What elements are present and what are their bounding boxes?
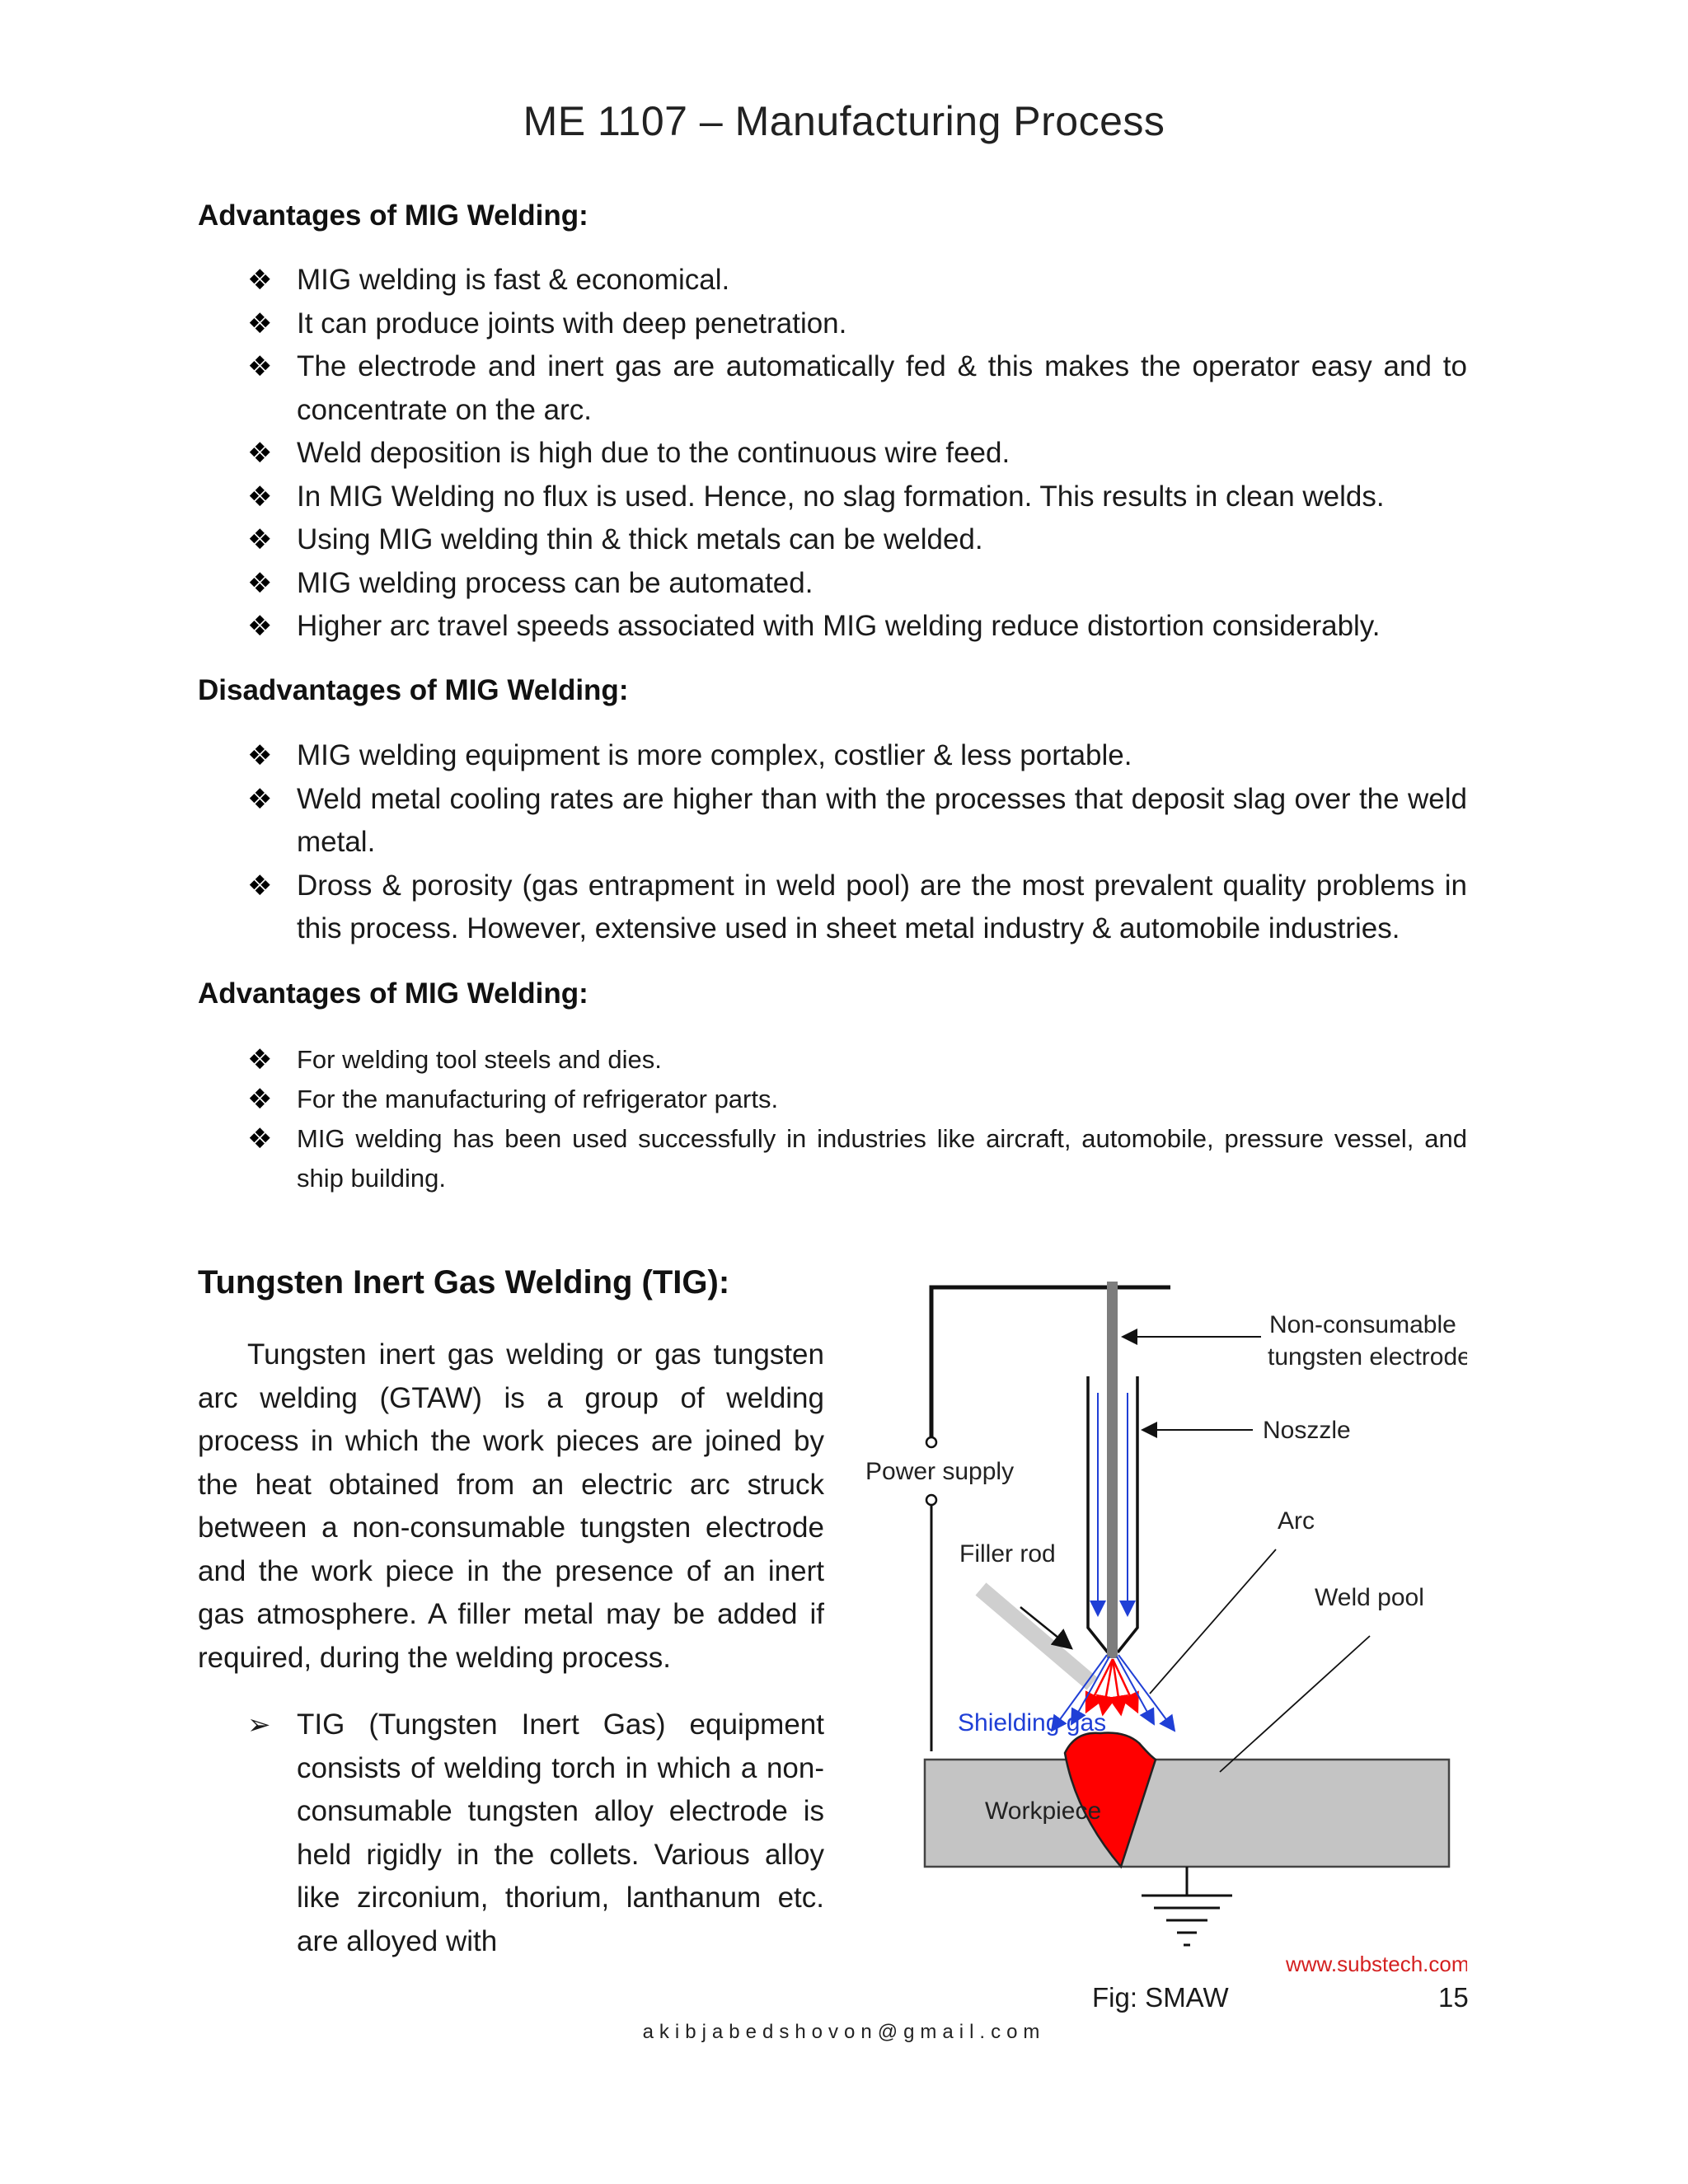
electrode-label-line1: Non-consumable — [1269, 1311, 1456, 1338]
list-item: ❖ It can produce joints with deep penetration. — [247, 302, 1467, 346]
watermark-text: www.substech.com — [1286, 1952, 1467, 1976]
diamond-bullet-icon: ❖ — [247, 351, 273, 382]
arc-label: Arc — [1278, 1507, 1315, 1535]
tig-section-title: Tungsten Inert Gas Welding (TIG): — [198, 1264, 730, 1301]
list-item: ❖ MIG welding equipment is more complex, costlier & less portable. — [247, 734, 1467, 778]
diamond-bullet-icon: ❖ — [247, 783, 273, 815]
footer-email: akibjabedshovon@gmail.com — [642, 2021, 1046, 2043]
applications-list — [247, 1040, 1467, 1198]
tig-equipment-point: ➢ TIG (Tungsten Inert Gas) equipment consists of welding torch in which a non-consumable tungsten alloy electrode is held rigidly in the collets. Various alloy like zirconium, thorium, lanthanum etc. are alloyed with — [247, 1704, 824, 1963]
power-supply-circuit — [926, 1287, 1170, 1751]
arrow-bullet-icon: ➢ — [247, 1709, 271, 1741]
section-heading-advantages: Advantages of MIG Welding: — [198, 199, 588, 232]
diamond-bullet-icon: ❖ — [247, 438, 273, 469]
nozzle-label: Noszzle — [1263, 1417, 1351, 1444]
diamond-bullet-icon: ❖ — [247, 740, 273, 771]
workpiece-label: Workpiece — [985, 1797, 1102, 1825]
tungsten-electrode — [1107, 1282, 1118, 1658]
list-item: ❖ Higher arc travel speeds associated with MIG welding reduce distortion considerably. — [247, 605, 1467, 649]
tig-welding-diagram — [865, 1269, 1467, 1978]
figure-caption: Fig: SMAW — [1092, 1982, 1229, 2013]
list-item: ❖ For the manufacturing of refrigerator parts. — [247, 1080, 1467, 1119]
list-item: ❖ Weld metal cooling rates are higher than with the processes that deposit slag over the weld metal. — [247, 778, 1467, 865]
list-item: ❖ Weld deposition is high due to the continuous wire feed. — [247, 432, 1467, 476]
list-item: ❖ MIG welding is fast & economical. — [247, 259, 1467, 302]
diamond-bullet-icon: ❖ — [247, 611, 273, 642]
diamond-bullet-icon: ❖ — [247, 567, 273, 599]
diamond-bullet-icon: ❖ — [247, 1044, 273, 1076]
section-heading-disadvantages: Disadvantages of MIG Welding: — [198, 674, 629, 706]
page-number: 15 — [1438, 1982, 1469, 2013]
advantages-list — [247, 259, 1467, 649]
diamond-bullet-icon: ❖ — [247, 1084, 273, 1115]
electrode-label-line2: tungsten electrode — [1268, 1343, 1467, 1371]
filler-rod — [981, 1589, 1092, 1684]
diamond-bullet-icon: ❖ — [247, 480, 273, 513]
ground-icon — [1142, 1867, 1232, 1945]
tig-paragraph: Tungsten inert gas welding or gas tungsten arc welding (GTAW) is a group of welding process in which the work pieces are joined by the heat obtained from an electric arc struck between a non-consumable tungsten electrode and the work piece in the presence of an inert gas atmosphere. A filler metal may be added if required, during the welding process. — [198, 1338, 824, 1674]
filler-rod-label: Filler rod — [959, 1540, 1056, 1568]
diamond-bullet-icon: ❖ — [247, 307, 273, 340]
list-item: ❖ For welding tool steels and dies. — [247, 1040, 1467, 1080]
list-item: ❖ Using MIG welding thin & thick metals can be welded. — [247, 518, 1467, 562]
list-item: ❖ In MIG Welding no flux is used. Hence, no slag formation. This results in clean welds. — [247, 476, 1467, 519]
disadvantages-list — [247, 734, 1467, 951]
diamond-bullet-icon: ❖ — [247, 869, 273, 902]
shielding-gas-label: Shielding gas — [958, 1709, 1107, 1736]
diamond-bullet-icon: ❖ — [247, 1123, 273, 1155]
power-supply-label: Power supply — [865, 1458, 1015, 1485]
list-item: ❖ The electrode and inert gas are automatically fed & this makes the operator easy and to concentrate on the arc. — [247, 345, 1467, 432]
list-item: ❖ Dross & porosity (gas entrapment in weld pool) are the most prevalent quality problems in this process. However, extensive used in sheet metal industry & automobile industries. — [247, 865, 1467, 951]
diamond-bullet-icon: ❖ — [247, 265, 273, 296]
arc — [1086, 1659, 1137, 1714]
weld-pool-label: Weld pool — [1315, 1584, 1424, 1611]
page-title: ME 1107 – Manufacturing Process — [523, 98, 1165, 144]
list-item: ❖ MIG welding process can be automated. — [247, 562, 1467, 606]
section-heading-applications: Advantages of MIG Welding: — [198, 977, 588, 1010]
list-item: ❖ MIG welding has been used successfully in industries like aircraft, automobile, pressure vessel, and ship building. — [247, 1119, 1467, 1198]
diamond-bullet-icon: ❖ — [247, 524, 273, 555]
